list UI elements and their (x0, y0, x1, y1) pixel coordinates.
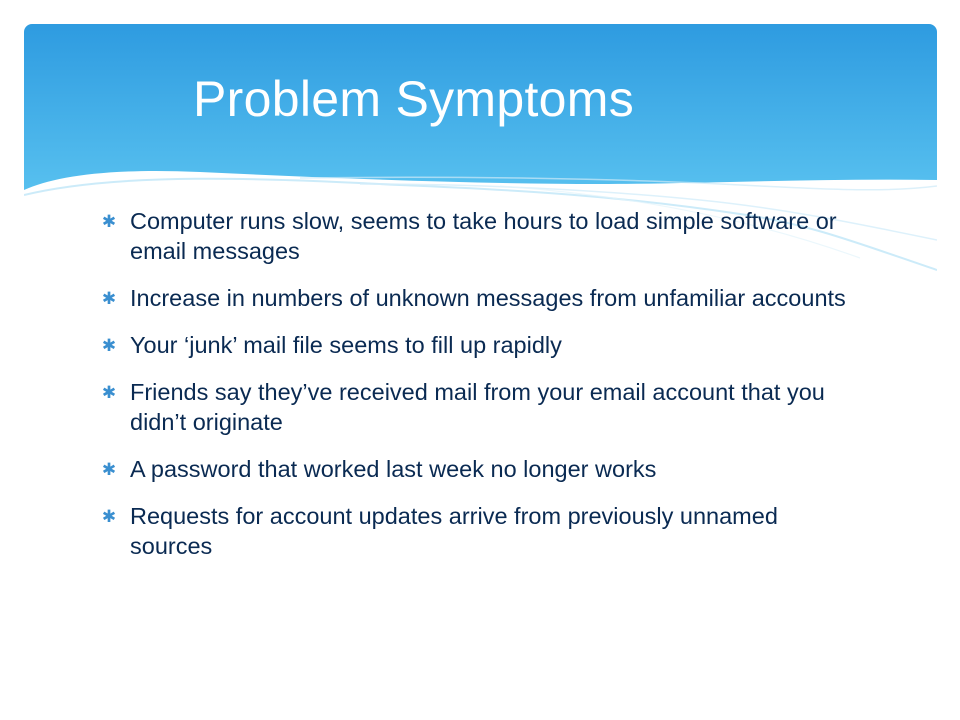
bullet-item (100, 377, 860, 437)
asterisk-icon: ✱ (101, 507, 117, 526)
bullet-list (100, 206, 860, 578)
slide-title: Problem Symptoms (193, 71, 635, 127)
asterisk-icon: ✱ (101, 460, 117, 479)
bullet-text: Your ‘junk’ mail file seems to fill up rapidly (130, 332, 562, 358)
asterisk-icon: ✱ (101, 212, 117, 231)
bullet-item (100, 501, 860, 561)
asterisk-icon: ✱ (101, 289, 117, 308)
bullet-text: A password that worked last week no longer works (130, 456, 657, 482)
bullet-item (100, 330, 860, 360)
asterisk-icon: ✱ (101, 336, 117, 355)
bullet-text: Friends say they’ve received mail from your email account that you didn’t originate (130, 379, 825, 435)
bullet-item (100, 454, 860, 484)
asterisk-icon: ✱ (101, 383, 117, 402)
bullet-text: Requests for account updates arrive from previously unnamed sources (130, 503, 778, 559)
bullet-text: Increase in numbers of unknown messages from unfamiliar accounts (130, 285, 846, 311)
bullet-item (100, 283, 860, 313)
bullet-text: Computer runs slow, seems to take hours to load simple software or email messages (130, 208, 837, 264)
bullet-item (100, 206, 860, 266)
